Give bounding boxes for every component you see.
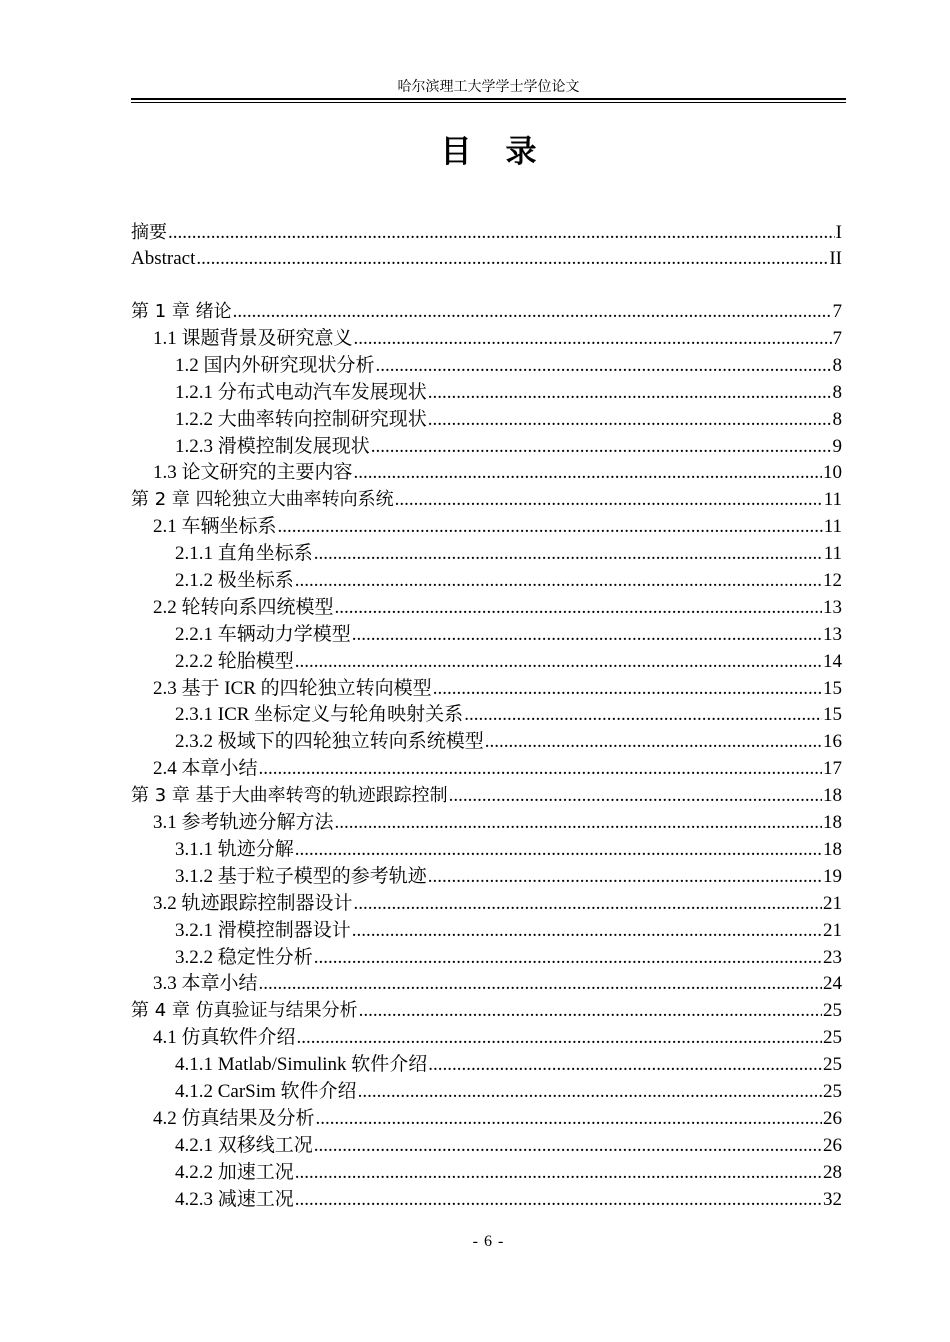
toc-entry-label: Abstract xyxy=(131,248,196,269)
toc-leader-dots xyxy=(196,245,828,272)
toc-entry[interactable] xyxy=(175,944,842,971)
toc-entry-page: 21 xyxy=(823,920,842,941)
toc-entry-label: 4.1.2 CarSim 软件介绍 xyxy=(175,1081,357,1102)
toc-entry-page: 8 xyxy=(832,355,842,376)
toc-entry-label: 3.1 参考轨迹分解方法 xyxy=(153,812,334,833)
toc-entry-page: 25 xyxy=(823,1027,842,1048)
toc-entry[interactable] xyxy=(175,648,842,675)
toc-entry-label: 第 2 章 四轮独立大曲率转向系统 xyxy=(131,489,394,510)
toc-entry-page: 18 xyxy=(823,839,842,860)
toc-entry-label: 3.1.1 轨迹分解 xyxy=(175,839,294,860)
toc-entry[interactable] xyxy=(131,782,842,809)
toc-entry-label: 1.3 论文研究的主要内容 xyxy=(153,462,353,483)
toc-entry[interactable] xyxy=(153,1105,842,1132)
toc-leader-dots xyxy=(358,1078,822,1105)
toc-entry[interactable] xyxy=(153,459,842,486)
toc-entry-label: 2.1.1 直角坐标系 xyxy=(175,543,313,564)
toc-leader-dots xyxy=(428,406,832,433)
toc-title-char-1: 目 xyxy=(440,134,472,170)
toc-entry-label: 4.1.1 Matlab/Simulink 软件介绍 xyxy=(175,1054,428,1075)
toc-entry-label: 3.2 轨迹跟踪控制器设计 xyxy=(153,893,353,914)
toc-entry[interactable] xyxy=(153,675,842,702)
toc-entry-page: 18 xyxy=(823,812,842,833)
toc-title-char-2: 录 xyxy=(505,134,537,170)
toc-entry-page: 18 xyxy=(823,785,842,806)
toc-entry-label: 第 1 章 绪论 xyxy=(131,301,232,322)
toc-entry[interactable] xyxy=(175,621,842,648)
toc-entry-label: 第 3 章 基于大曲率转弯的轨迹跟踪控制 xyxy=(131,785,448,806)
toc-entry[interactable] xyxy=(153,513,842,540)
toc-entry[interactable] xyxy=(175,540,842,567)
toc-entry-page: 26 xyxy=(823,1108,842,1129)
toc-entry-label: 4.2 仿真结果及分析 xyxy=(153,1108,315,1129)
toc-leader-dots xyxy=(485,728,822,755)
toc-entry-label: 1.2 国内外研究现状分析 xyxy=(175,355,375,376)
toc-entry[interactable] xyxy=(175,1159,842,1186)
toc-entry[interactable] xyxy=(131,486,842,513)
toc-entry[interactable] xyxy=(153,325,842,352)
toc-leader-dots xyxy=(316,1105,822,1132)
toc-entry-label: 3.3 本章小结 xyxy=(153,973,258,994)
toc-leader-dots xyxy=(359,997,822,1024)
toc-leader-dots xyxy=(335,809,822,836)
toc-leader-dots xyxy=(168,219,835,246)
toc-leader-dots xyxy=(376,352,832,379)
toc-leader-dots xyxy=(295,836,822,863)
toc-entry-label: 4.2.3 减速工况 xyxy=(175,1189,294,1210)
toc-leader-dots xyxy=(354,459,822,486)
toc-entry-page: 13 xyxy=(823,597,842,618)
toc-leader-dots xyxy=(295,1159,822,1186)
toc-entry-label: 第 4 章 仿真验证与结果分析 xyxy=(131,1000,358,1021)
toc-leader-dots xyxy=(352,917,822,944)
toc-leader-dots xyxy=(371,433,832,460)
toc-entry[interactable] xyxy=(175,917,842,944)
toc-entry-page: 21 xyxy=(823,893,842,914)
toc-leader-dots xyxy=(295,648,822,675)
toc-entry-page: 11 xyxy=(823,489,842,510)
toc-entry-page: 11 xyxy=(823,543,842,564)
toc-entry-page: 14 xyxy=(823,651,842,672)
toc-leader-dots xyxy=(428,863,822,890)
toc-entry-page: 25 xyxy=(823,1000,842,1021)
toc-entry-label: 2.2.1 车辆动力学模型 xyxy=(175,624,351,645)
toc-leader-dots xyxy=(259,755,822,782)
toc-entry-page: 32 xyxy=(823,1189,842,1210)
toc-entry[interactable] xyxy=(153,890,842,917)
toc-entry-page: 12 xyxy=(823,570,842,591)
toc-leader-dots xyxy=(428,1051,822,1078)
toc-leader-dots xyxy=(354,890,822,917)
toc-leader-dots xyxy=(314,944,822,971)
toc-entry-page: 7 xyxy=(832,328,842,349)
toc-entry-page: 23 xyxy=(823,947,842,968)
toc-entry-label: 4.2.2 加速工况 xyxy=(175,1162,294,1183)
toc-entry[interactable] xyxy=(131,219,842,246)
toc-entry-page: II xyxy=(829,248,842,269)
toc-entry[interactable] xyxy=(175,1186,842,1213)
toc-entry[interactable] xyxy=(153,1024,842,1051)
toc-entry-label: 3.2.2 稳定性分析 xyxy=(175,947,313,968)
toc-entry-page: 17 xyxy=(823,758,842,779)
toc-entry[interactable] xyxy=(131,245,842,272)
toc-entry[interactable] xyxy=(175,836,842,863)
toc-entry-label: 1.2.1 分布式电动汽车发展现状 xyxy=(175,382,427,403)
toc-entry-page: 28 xyxy=(823,1162,842,1183)
toc-entry[interactable] xyxy=(175,1132,842,1159)
toc-entry[interactable] xyxy=(175,406,842,433)
toc-entry-label: 2.1.2 极坐标系 xyxy=(175,570,294,591)
toc-entry-page: 8 xyxy=(832,409,842,430)
toc-entry[interactable] xyxy=(153,809,842,836)
toc-leader-dots xyxy=(352,621,822,648)
toc-leader-dots xyxy=(278,513,823,540)
toc-leader-dots xyxy=(335,594,822,621)
toc-entry-page: 26 xyxy=(823,1135,842,1156)
toc-entry-label: 2.3 基于 ICR 的四轮独立转向模型 xyxy=(153,678,432,699)
toc-entry[interactable] xyxy=(175,863,842,890)
toc-entry-label: 4.1 仿真软件介绍 xyxy=(153,1027,296,1048)
toc-entry-page: 11 xyxy=(823,516,842,537)
toc-leader-dots xyxy=(395,486,823,513)
toc-entry-page: 9 xyxy=(832,436,842,457)
toc-entry-label: 摘要 xyxy=(131,222,167,243)
toc-entry-page: 25 xyxy=(823,1054,842,1075)
toc-entry-page: 19 xyxy=(823,866,842,887)
toc-leader-dots xyxy=(433,675,822,702)
page-number: - 6 - xyxy=(472,1233,505,1250)
toc-entry-label: 2.1 车辆坐标系 xyxy=(153,516,277,537)
toc-entry-page: 7 xyxy=(832,301,842,322)
toc-entry-page: 8 xyxy=(832,382,842,403)
toc-leader-dots xyxy=(295,567,822,594)
toc-entry-label: 2.3.2 极域下的四轮独立转向系统模型 xyxy=(175,731,484,752)
toc-leader-dots xyxy=(354,325,832,352)
toc-entry-page: 13 xyxy=(823,624,842,645)
toc-entry[interactable] xyxy=(131,298,842,325)
header-rule xyxy=(131,98,846,103)
toc-entry[interactable] xyxy=(175,728,842,755)
toc-entry[interactable] xyxy=(175,567,842,594)
toc-leader-dots xyxy=(464,701,822,728)
toc-entry-label: 2.2.2 轮胎模型 xyxy=(175,651,294,672)
toc-entry-label: 4.2.1 双移线工况 xyxy=(175,1135,313,1156)
toc-entry[interactable] xyxy=(175,433,842,460)
toc-entry-label: 1.2.2 大曲率转向控制研究现状 xyxy=(175,409,427,430)
toc-entry-label: 2.3.1 ICR 坐标定义与轮角映射关系 xyxy=(175,704,464,725)
toc-leader-dots xyxy=(314,1132,822,1159)
toc-entry[interactable] xyxy=(153,594,842,621)
toc-entry-page: 10 xyxy=(823,462,842,483)
toc-leader-dots xyxy=(314,540,823,567)
toc-entry-page: 25 xyxy=(823,1081,842,1102)
toc-leader-dots xyxy=(449,782,822,809)
toc-entry-page: 15 xyxy=(823,678,842,699)
toc-entry[interactable] xyxy=(175,701,842,728)
toc-entry[interactable] xyxy=(131,997,842,1024)
toc-entry[interactable] xyxy=(153,970,842,997)
toc-entry[interactable] xyxy=(175,1078,842,1105)
toc-entry-label: 3.2.1 滑模控制器设计 xyxy=(175,920,351,941)
toc-title xyxy=(131,130,846,174)
toc-entry-label: 1.1 课题背景及研究意义 xyxy=(153,328,353,349)
toc-leader-dots xyxy=(295,1186,822,1213)
toc-leader-dots xyxy=(259,970,822,997)
toc-entry[interactable] xyxy=(175,379,842,406)
toc-entry[interactable] xyxy=(175,1051,842,1078)
toc-entry-page: I xyxy=(835,222,842,243)
toc-entry-page: 15 xyxy=(823,704,842,725)
toc-entry[interactable] xyxy=(175,352,842,379)
toc-entry-label: 2.2 轮转向系四统模型 xyxy=(153,597,334,618)
toc-leader-dots xyxy=(233,298,832,325)
toc-entry-label: 3.1.2 基于粒子模型的参考轨迹 xyxy=(175,866,427,887)
running-header: 哈尔滨理工大学学士学位论文 xyxy=(397,80,580,95)
toc-leader-dots xyxy=(297,1024,822,1051)
toc-leader-dots xyxy=(428,379,832,406)
toc-entry-label: 1.2.3 滑模控制发展现状 xyxy=(175,436,370,457)
toc-entry-page: 24 xyxy=(823,973,842,994)
toc-entry-page: 16 xyxy=(823,731,842,752)
toc-entry[interactable] xyxy=(153,755,842,782)
toc-entry-label: 2.4 本章小结 xyxy=(153,758,258,779)
